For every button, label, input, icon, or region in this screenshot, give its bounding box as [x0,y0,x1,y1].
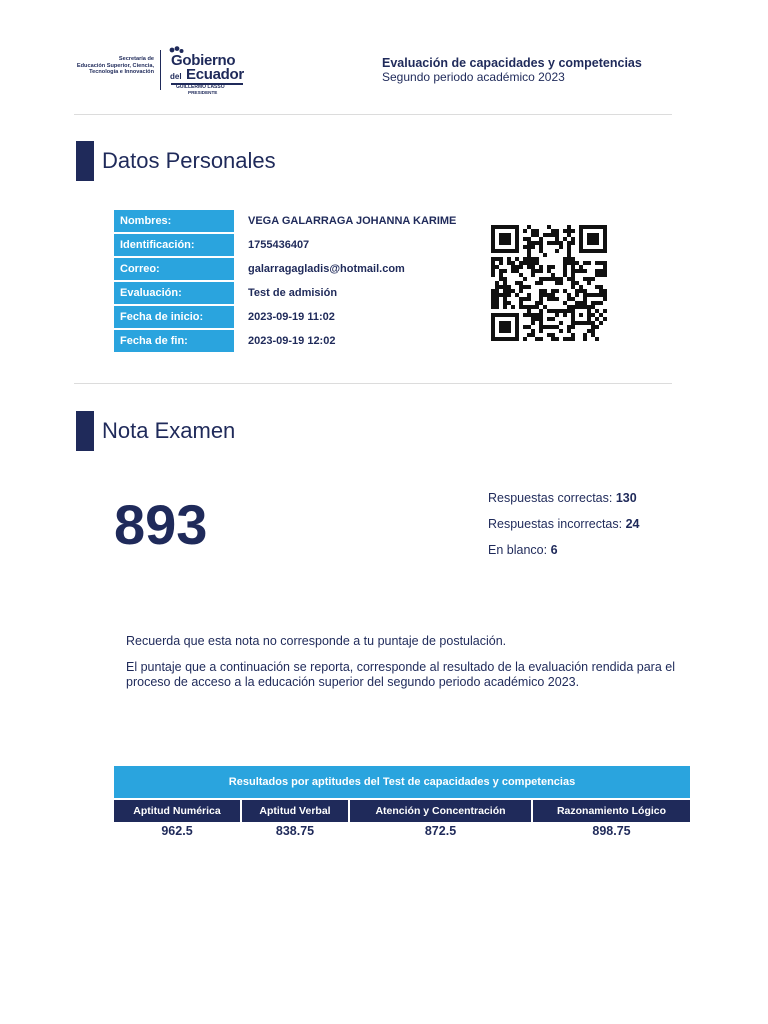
results-header-row [114,800,690,822]
column-header: Razonamiento Lógico [533,800,690,822]
results-value-row [114,822,690,840]
field-value: 2023-09-19 11:02 [248,311,335,323]
table-row [114,306,462,328]
field-label: Fecha de inicio: [114,306,234,328]
divider [74,114,672,115]
secretaria-line: Educación Superior, Ciencia, [76,62,154,69]
stat-label: En blanco: [488,543,548,557]
divider [74,383,672,384]
field-value: galarragagladis@hotmail.com [248,263,405,275]
qr-code-icon [488,225,610,341]
stat-label: Respuestas incorrectas: [488,517,623,531]
field-label: Fecha de fin: [114,330,234,352]
personal-data-table [114,208,462,354]
result-value: 838.75 [275,824,315,838]
section-title-exam: Nota Examen [102,418,236,443]
stat-value: 130 [615,491,637,505]
stat-value: 24 [625,517,640,531]
field-value: 2023-09-19 12:02 [248,335,336,347]
note-disclaimer: Recuerda que esta nota no corresponde a tu puntaje de postulación. [126,634,507,648]
logo-ecuador: Ecuador [186,66,244,83]
result-value: 898.75 [592,824,631,838]
column-header: Atención y Concentración [350,800,531,822]
field-label: Identificación: [114,234,234,256]
section-marker [76,141,94,181]
table-row [114,282,462,304]
stat-correct [488,491,637,505]
table-row [114,234,462,256]
logo-lasso: GUILLERMO LASSO [176,84,225,90]
field-label: Evaluación: [114,282,234,304]
result-value: 872.5 [424,824,457,838]
section-title-personal: Datos Personales [102,148,276,173]
table-row [114,210,462,232]
note-explanation: El puntaje que a continuación se reporta, corresponde al resultado de la evaluación rendida para el proceso de acceso a la educación superior del segundo periodo académico 2023. [126,660,675,689]
logo-presidente: PRESIDENTE [188,90,218,95]
results-table-title: Resultados por aptitudes del Test de capacidades y competencias [114,766,690,798]
stat-blank [488,543,558,557]
secretaria-line: Secretaría de [118,56,154,62]
field-label: Nombres: [114,210,234,232]
table-row [114,258,462,280]
exam-score: 893 [114,493,208,556]
logo-divider [160,50,161,90]
field-value: VEGA GALARRAGA JOHANNA KARIME [248,215,457,227]
document-subtitle: Segundo periodo académico 2023 [382,70,565,84]
field-value: 1755436407 [248,239,310,251]
stat-label: Respuestas correctas: [488,491,613,505]
secretaria-line: Tecnología e Innovación [89,69,154,76]
result-value: 962.5 [161,824,193,838]
stat-value: 6 [550,543,558,557]
column-header: Aptitud Numérica [114,800,240,822]
table-row [114,330,462,352]
document-title: Evaluación de capacidades y competencias [382,56,642,70]
field-label: Correo: [114,258,234,280]
section-marker [76,411,94,451]
logo-del: del [170,72,182,81]
field-value: Test de admisión [248,287,338,299]
secretaria-logo-text [56,56,154,76]
logo-gobierno: Gobierno [171,52,236,69]
stat-incorrect [488,517,639,531]
column-header: Aptitud Verbal [242,800,348,822]
